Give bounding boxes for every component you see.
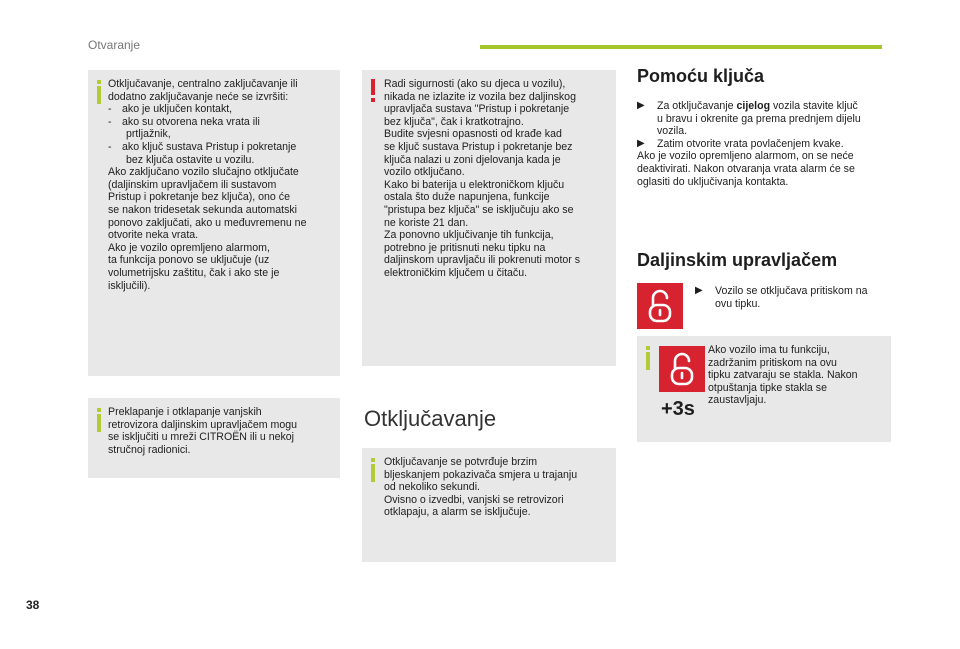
instruction-step-cont: vozila. [657, 125, 688, 138]
text-line: Ako vozilo ima tu funkciju, [708, 344, 830, 356]
unlock-icon [659, 346, 705, 392]
instruction-step-cont: u bravu i okrenite ga prema prednjem dijelu [657, 112, 861, 125]
text-line: ključa nalazi u zoni djelovanja kada je [384, 153, 561, 166]
info-icon [97, 414, 101, 432]
text-line: deaktivirati. Nakon otvaranja vrata alarm će se [637, 162, 855, 175]
heading-with-key: Pomoću ključa [637, 66, 765, 86]
text-line: se nakon tridesetak sekunda automatski [108, 203, 298, 216]
text-line: otpuštanja tipke stakla se [708, 381, 827, 394]
text-line: volumetrijsku zaštitu, čak i ako ste je [108, 266, 280, 279]
text-line: otklapaju, a alarm se isključuje. [384, 506, 531, 519]
text-line: bljeskanjem pokazivača smjera u trajanju [384, 468, 578, 481]
text-line: retrovizora daljinskim upravljačem mogu [108, 418, 297, 431]
heading-remote-control: Daljinskim upravljačem [637, 250, 838, 270]
text-line: nikada ne izlazite iz vozila bez daljinskog [384, 90, 576, 103]
instruction-step: ▶ Za otključavanje cijelog vozila stavite ključ [637, 100, 858, 112]
text-line: upravljača sustava "Pristup i pokretanje [384, 103, 570, 116]
text-line: potrebno je pritisnuti neku tipku na [384, 241, 546, 254]
text-line: Kako bi baterija u elektroničkom ključu [384, 178, 565, 191]
info-icon [371, 464, 375, 482]
unlock-icon [637, 283, 683, 329]
text-line: zadržanim pritiskom na ovu [708, 356, 837, 369]
text-line: (daljinskim upravljačem ili sustavom [108, 178, 277, 191]
arrow-icon: ▶ [637, 100, 645, 111]
text-line: Ovisno o izvedbi, vanjski se retrovizori [384, 493, 564, 506]
hold-duration-label: +3s [661, 398, 695, 420]
instruction-step: ▶ Vozilo se otključava pritiskom na [695, 285, 868, 297]
info-box-mirrors [88, 398, 340, 478]
text-line: bez ključa", čak i kratkotrajno. [384, 115, 524, 128]
text-line: "pristupa bez ključa" se isključuju ako se [384, 203, 574, 216]
text-line: se isključiti u mreži CITROËN ili u nekoj [108, 431, 295, 444]
text-line: elektroničkim ključem u čitaču. [384, 266, 528, 279]
text-line: Ako je vozilo opremljeno alarmom, [108, 241, 270, 254]
unlock-button-icon [659, 346, 705, 392]
section-title-unlocking: Otključavanje [364, 406, 497, 431]
list-item: - ako su otvorena neka vrata ili [108, 116, 336, 129]
text-line: Budite svjesni opasnosti od krađe kad [384, 128, 562, 141]
info-icon [646, 352, 650, 370]
list-item-cont: bez ključa ostavite u vozilu. [126, 153, 255, 166]
text-line: otvorite neka vrata. [108, 229, 199, 242]
text-line: Radi sigurnosti (ako su djeca u vozilu), [384, 78, 566, 90]
text-line: oglasiti do uključivanja kontakta. [637, 175, 789, 188]
text-line: daljinskom upravljaču ili pokrenuti motor s [384, 254, 581, 267]
text-line: se ključ sustava Pristup i pokretanje bez [384, 140, 573, 153]
arrow-icon: ▶ [695, 285, 703, 296]
warning-box-safety [362, 70, 616, 366]
text-line: vozilo otključano. [384, 166, 465, 179]
text-line: tipku zatvaraju se stakla. Nakon [708, 369, 858, 382]
text-line: Za ponovno uključivanje tih funkcija, [384, 229, 554, 242]
instruction-step: ▶ Zatim otvorite vrata povlačenjem kvake. [637, 137, 844, 150]
info-icon [97, 86, 101, 104]
text-line: ne koriste 21 dan. [384, 216, 469, 229]
info-box-unlock-confirmation [362, 448, 616, 562]
text-line: ta funkcija ponovo se uključuje (uz [108, 254, 270, 267]
header-accent-line [480, 45, 882, 49]
text-line: Pristup i pokretanje bez ključa), ono će [108, 191, 290, 204]
remote-instructions [695, 285, 895, 310]
text-line: Otključavanje, centralno zaključavanje ili [108, 78, 298, 90]
text-line: dodatno zaključavanje neće se izvršiti: [108, 90, 289, 103]
text-line: od nekoliko sekundi. [384, 481, 480, 494]
text-line: Preklapanje i otklapanje vanjskih [108, 406, 262, 418]
info-box-windows [637, 336, 891, 442]
list-item-cont: prtljažnik, [126, 128, 171, 141]
list-item: - ako je uključen kontakt, [108, 103, 336, 116]
header-title: Otvaranje [88, 38, 141, 52]
text-line: isključili). [108, 279, 151, 292]
text-line: Otključavanje se potvrđuje brzim [384, 456, 538, 468]
info-box-locking-conditions [88, 70, 340, 376]
text-line: ostala što duže napunjena, funkcije [384, 191, 550, 204]
text-line: Ako zaključano vozilo slučajno otključate [108, 166, 299, 179]
text-line: Ako je vozilo opremljeno alarmom, on se neće [637, 150, 854, 163]
text-line: ponovo zaključati, ako u međuvremenu ne [108, 216, 307, 229]
page-number: 38 [26, 598, 40, 612]
warning-icon [371, 79, 375, 95]
list-item: - ako ključ sustava Pristup i pokretanje [108, 141, 336, 154]
text-line: stručnoj radionici. [108, 443, 191, 456]
unlock-button-icon [637, 283, 683, 329]
text-line: zaustavljaju. [708, 394, 767, 407]
instruction-step-cont: ovu tipku. [715, 297, 761, 310]
key-instructions [637, 100, 897, 188]
arrow-icon: ▶ [637, 137, 645, 149]
